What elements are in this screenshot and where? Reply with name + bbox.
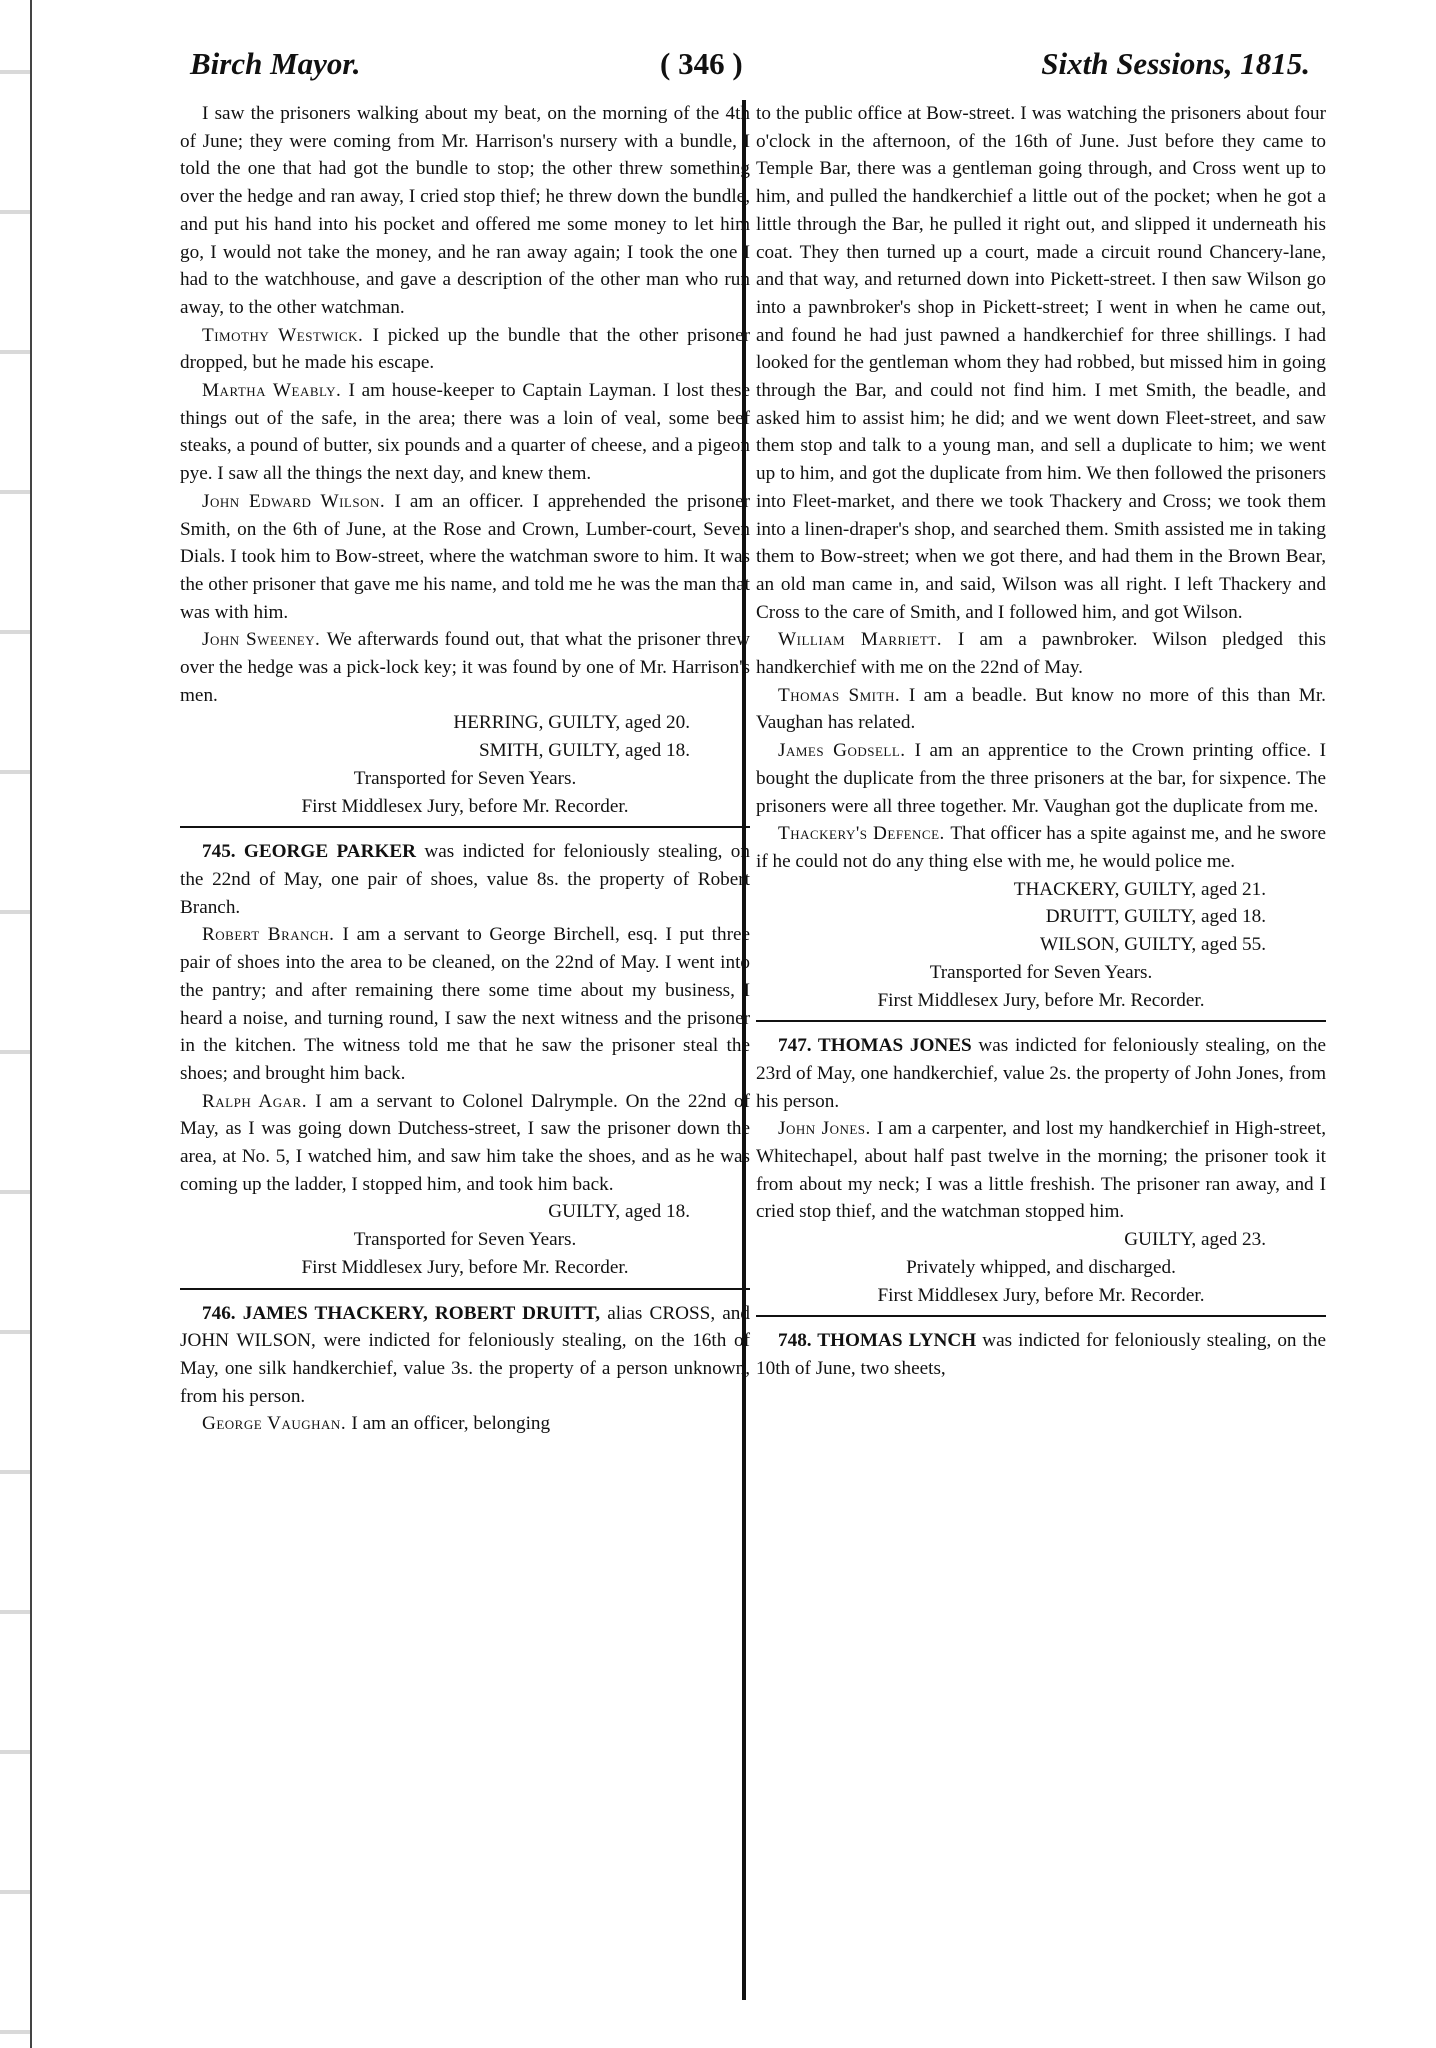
case-text: was indicted for feloniously stealing, on the 22nd of May, one pair of shoes, value 8s. the property of Robert Branch.: [180, 841, 750, 918]
case-heading: [756, 1032, 1326, 1115]
testimony-text: I am an officer. I apprehended the prisoner Smith, on the 6th of June, at the Rose and Crown, Lumber-court, Seven Dials. I took him to Bow-street, where the watchman swore to him. It was the other prisoner that gave me his name, and told me he was the man that was with him.: [180, 490, 750, 623]
speaker-name: Thackery's Defence.: [778, 823, 951, 845]
binding-margin: [0, 0, 32, 2048]
section-rule: [180, 1288, 750, 1290]
jury-note: First Middlesex Jury, before Mr. Recorder.: [301, 795, 629, 817]
verdict: DRUITT, GUILTY, aged 18.: [1045, 906, 1266, 928]
case-number: 748. THOMAS LYNCH: [778, 1330, 983, 1352]
testimony-text: I am a servant to George Birchell, esq. I put three pair of shoes into the area to be cleaned, on the 22nd of May. I went into the pantry; and after remaining there some time about my business, I heard a noise, and turning round, I saw the next witness and the prisoner in the kitchen. The witness told me that he saw the prisoner steal the shoes; and brought him back.: [180, 924, 751, 1084]
section-rule: [180, 826, 750, 828]
testimony-paragraph: [756, 820, 1326, 875]
testimony-paragraph: [180, 1410, 750, 1438]
speaker-name: James Godsell.: [778, 740, 915, 762]
speaker-name: John Edward Wilson.: [202, 490, 395, 512]
verdict: SMITH, GUILTY, aged 18.: [478, 740, 690, 762]
document-page: [150, 40, 1327, 2020]
testimony-text: I am an apprentice to the Crown printing office. I bought the duplicate from the three prisoners at the bar, for sixpence. The prisoners were all three together. Mr. Vaughan got the duplicate from me.: [756, 740, 1326, 817]
speaker-name: George Vaughan.: [202, 1413, 352, 1435]
case-number: 746. JAMES THACKERY, ROBERT DRUITT,: [202, 1302, 608, 1324]
testimony-paragraph: [756, 1115, 1326, 1226]
speaker-name: John Jones.: [778, 1118, 877, 1140]
speaker-name: Robert Branch.: [202, 924, 343, 946]
testimony-text: to the public office at Bow-street. I was watching the prisoners about four o'clock in the afternoon, of the 16th of June. Just before they came to Temple Bar, there was a gentleman going through, and Cross went up to him, and pulled the handkerchief a little out of the pocket; when he got a little through the Bar, he pulled it right out, and slipped it underneath his coat. They then turned up a court, made a circuit round Chancery-lane, and that way, and returned down into Pickett-street. I then saw Wilson go into a pawnbroker's shop in Pickett-street; I went in when he came out, and found he had just pawned a handkerchief for three shillings. I had looked for the gentleman whom they had robbed, but missed him in going through the Bar, and could not find him. I met Smith, the beadle, and asked him to assist him; he did; and we went down Fleet-street, and saw them stop and talk to a young man, and sell a duplicate to him; we went up to him, and got the duplicate from him. We then followed the prisoners into Fleet-market, and there we took Thackery and Cross; we took them into a linen-draper's shop, and searched them. Smith assisted me in taking them to Bow-street; when we got there, and had them in the Brown Bear, an old man came in, and said, Wilson was all right. I left Thackery and Cross to the care of Smith, and I followed him, and got Wilson.: [756, 103, 1326, 623]
case-heading: [180, 838, 750, 921]
testimony-paragraph: [756, 626, 1326, 681]
testimony-text: I am a servant to Colonel Dalrymple. On the 22nd of May, as I was going down Dutchess-street, I saw the prisoner down the area, at No. 5, I watched him, and saw him take the shoes, and as he was coming up the ladder, I stopped him, and took him back.: [180, 1090, 750, 1195]
section-rule: [756, 1020, 1326, 1022]
testimony-paragraph: [756, 682, 1326, 737]
case-text: was indicted for feloniously stealing, on the 23rd of May, one handkerchief, value 2s. the property of John Jones, from his person.: [756, 1035, 1326, 1112]
jury-note: First Middlesex Jury, before Mr. Recorder.: [877, 1284, 1205, 1306]
sentence: Transported for Seven Years.: [929, 961, 1153, 983]
page-number: ( 346 ): [660, 46, 743, 81]
case-heading: [180, 1300, 750, 1411]
left-column: [180, 100, 750, 1438]
testimony-paragraph: [756, 100, 1326, 626]
testimony-text: I am house-keeper to Captain Layman. I lost these things out of the safe, in the area; there was a loin of veal, some beef steaks, a pound of butter, six pounds and a quarter of cheese, and a pigeon pye. I saw all the things the next day, and knew them.: [180, 380, 750, 485]
testimony-paragraph: [180, 377, 750, 488]
case-heading: [756, 1327, 1326, 1382]
sentence: Transported for Seven Years.: [353, 767, 577, 789]
speaker-name: Martha Weably.: [202, 380, 349, 402]
speaker-name: Ralph Agar.: [202, 1090, 316, 1112]
speaker-name: Thomas Smith.: [778, 684, 909, 706]
testimony-text: I am an officer, belonging: [351, 1413, 551, 1435]
testimony-text: We afterwards found out, that what the prisoner threw over the hedge was a pick-lock key; it was found by one of Mr. Harrison's men.: [180, 629, 750, 706]
testimony-paragraph: [180, 322, 750, 377]
verdict: GUILTY, aged 18.: [548, 1201, 690, 1223]
verdict: WILSON, GUILTY, aged 55.: [1040, 934, 1266, 956]
header-left: Birch Mayor.: [190, 46, 361, 81]
testimony-text: That officer has a spite against me, and he swore if he could not do any thing else with me, he would police me.: [756, 823, 1326, 872]
testimony-paragraph: [180, 100, 750, 322]
case-text: alias CROSS, and JOHN WILSON, were indicted for feloniously stealing, on the 16th of May, one silk handkerchief, value 3s. the property of a person unknown, from his person.: [180, 1302, 750, 1407]
case-number: 745. GEORGE PARKER: [202, 841, 425, 863]
verdict: HERRING, GUILTY, aged 20.: [453, 712, 690, 734]
testimony-text: I am a carpenter, and lost my handkerchief in High-street, Whitechapel, about half past twelve in the morning; the prisoner took it from about my neck; I was a little freshish. The prisoner ran away, and I cried stop thief, and the watchman stopped him.: [756, 1118, 1326, 1223]
section-rule: [756, 1315, 1326, 1317]
verdict: THACKERY, GUILTY, aged 21.: [1013, 878, 1266, 900]
testimony-text: I picked up the bundle that the other prisoner dropped, but he made his escape.: [180, 324, 750, 374]
jury-note: First Middlesex Jury, before Mr. Recorder.: [301, 1256, 629, 1278]
case-number: 747. THOMAS JONES: [778, 1035, 979, 1057]
right-column: [756, 100, 1326, 1383]
speaker-name: John Sweeney.: [202, 629, 327, 651]
testimony-text: I am a beadle. But know no more of this than Mr. Vaughan has related.: [756, 684, 1326, 734]
testimony-text: I saw the prisoners walking about my beat, on the morning of the 4th of June; they were coming from Mr. Harrison's nursery with a bundle, I told the one that had got the bundle to stop; the other threw something over the hedge and ran away, I cried stop thief; he threw down the bundle, and put his hand into his pocket and offered me some money to let him go, I would not take the money, and he ran away again; I took the one I had to the watchhouse, and gave a description of the other man who run away, to the other watchman.: [180, 103, 750, 318]
header-right: Sixth Sessions, 1815.: [1041, 46, 1310, 81]
testimony-paragraph: [180, 626, 750, 709]
jury-note: First Middlesex Jury, before Mr. Recorder.: [877, 989, 1205, 1011]
testimony-text: I am a pawnbroker. Wilson pledged this handkerchief with me on the 22nd of May.: [756, 629, 1327, 679]
sentence: Privately whipped, and discharged.: [906, 1256, 1176, 1278]
speaker-name: William Marriett.: [778, 629, 958, 651]
testimony-paragraph: [180, 1088, 750, 1199]
sentence: Transported for Seven Years.: [353, 1229, 577, 1251]
testimony-paragraph: [756, 737, 1326, 820]
testimony-paragraph: [180, 488, 750, 627]
page-header: [150, 40, 1310, 92]
speaker-name: Timothy Westwick.: [202, 324, 373, 346]
testimony-paragraph: [180, 921, 750, 1087]
verdict: GUILTY, aged 23.: [1124, 1229, 1266, 1251]
case-text: was indicted for feloniously stealing, on the 10th of June, two sheets,: [756, 1330, 1327, 1379]
